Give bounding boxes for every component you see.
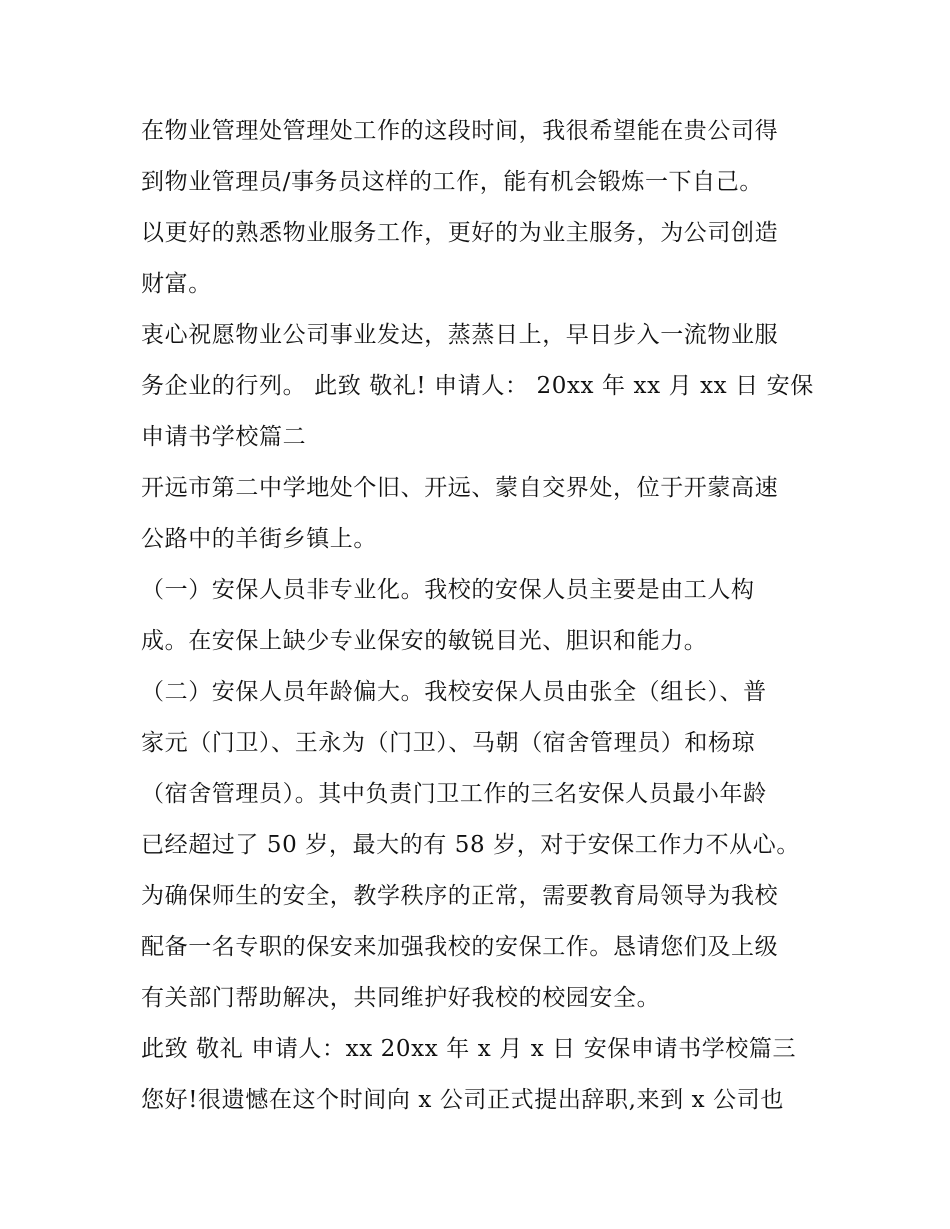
- text-line: 公路中的羊街乡镇上。: [141, 526, 377, 552]
- text-line: 财富。: [141, 271, 212, 297]
- text-line: 已经超过了 50 岁，最大的有 58 岁，对于安保工作力不从心。: [141, 832, 800, 858]
- text-line: 您好!很遗憾在这个时间向 x 公司正式提出辞职,来到 x 公司也: [141, 1087, 784, 1113]
- text-line: 务企业的行列。 此致 敬礼! 申请人： 20xx 年 xx 月 xx 日 安保: [141, 373, 814, 399]
- text-line: （二）安保人员年龄偏大。我校安保人员由张全（组长）、普: [141, 679, 767, 705]
- text-line: 在物业管理处管理处工作的这段时间，我很希望能在贵公司得: [141, 118, 779, 144]
- text-line: （宿舍管理员）。其中负责门卫工作的三名安保人员最小年龄: [141, 781, 767, 807]
- section-heading-line: 申请书学校篇二: [141, 424, 307, 450]
- text-line: 衷心祝愿物业公司事业发达，蒸蒸日上，早日步入一流物业服: [141, 322, 779, 348]
- document-body: [141, 106, 821, 1126]
- text-line: 到物业管理员/事务员这样的工作，能有机会锻炼一下自己。: [141, 169, 763, 195]
- text-line: 有关部门帮助解决，共同维护好我校的校园安全。: [141, 985, 661, 1011]
- text-line: 开远市第二中学地处个旧、开远、蒙自交界处，位于开蒙高速: [141, 475, 779, 501]
- text-line: 以更好的熟悉物业服务工作，更好的为业主服务，为公司创造: [141, 220, 779, 246]
- text-line: （一）安保人员非专业化。我校的安保人员主要是由工人构: [141, 577, 755, 603]
- text-line: 此致 敬礼 申请人：xx 20xx 年 x 月 x 日 安保申请书学校篇三: [141, 1036, 797, 1062]
- text-line: 成。在安保上缺少专业保安的敏锐目光、胆识和能力。: [141, 628, 708, 654]
- text-line: 为确保师生的安全，教学秩序的正常，需要教育局领导为我校: [141, 883, 779, 909]
- text-line: 家元（门卫）、王永为（门卫）、马朝（宿舍管理员）和杨琼: [141, 730, 756, 756]
- text-line: 配备一名专职的保安来加强我校的安保工作。恳请您们及上级: [141, 934, 779, 960]
